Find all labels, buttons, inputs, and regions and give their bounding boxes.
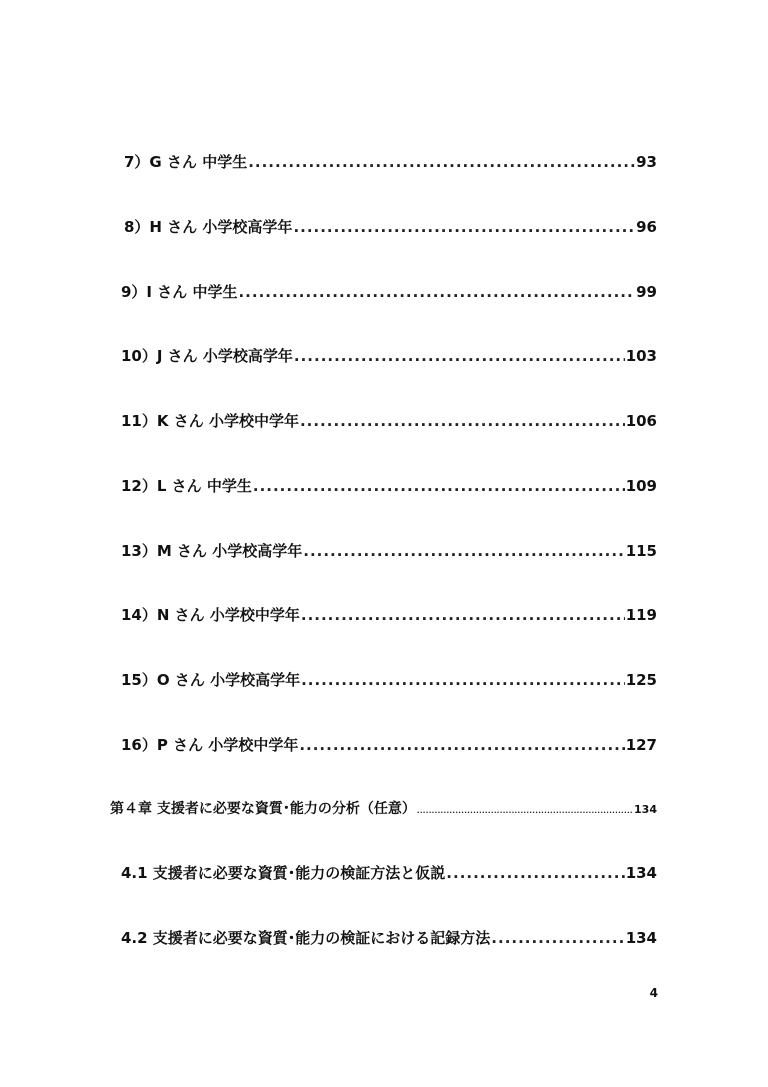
toc-entry-label: 9）I さん 中学生 [121,283,238,301]
toc-entry-page: 134 [625,864,657,882]
dot-leader [303,542,624,560]
toc-entry-page: 119 [625,606,657,624]
dot-leader [301,606,625,624]
toc-entry-label: 14）N さん 小学校中学年 [121,606,300,624]
toc-entry-page: 134 [625,929,657,947]
dot-leader [491,929,624,947]
toc-entry-11-k[interactable] [121,410,657,431]
toc-entry-label: 15）O さん 小学校高学年 [121,671,301,689]
dot-leader [248,153,635,171]
toc-entry-page: 93 [636,153,657,171]
dot-leader [238,283,635,301]
page-number: 4 [649,986,658,1000]
toc-entry-page: 127 [625,736,657,754]
toc-entry-page: 103 [625,347,657,365]
toc-entry-15-o[interactable] [121,669,657,690]
toc-entry-7-g[interactable] [124,151,657,172]
toc-entry-label: 第４章 支援者に必要な資質･能力の分析（任意） [110,801,416,817]
toc-entry-8-h[interactable] [124,216,657,237]
toc-entry-13-m[interactable] [121,540,657,561]
toc-entry-page: 109 [625,477,657,495]
toc-entry-label: 13）M さん 小学校高学年 [121,542,303,560]
toc-entry-page: 96 [636,218,657,236]
dot-leader [417,807,633,815]
dot-leader [299,736,624,754]
toc-entry-page: 134 [634,803,657,816]
toc-entry-label: 10）J さん 小学校高学年 [121,347,293,365]
dot-leader [300,412,625,430]
toc-entry-14-n[interactable] [121,604,657,625]
toc-entry-page: 99 [636,283,657,301]
toc-entry-page: 106 [625,412,657,430]
dot-leader [301,671,625,689]
dot-leader [294,347,625,365]
toc-entry-9-i[interactable] [121,281,657,302]
toc-entry-label: 4.1 支援者に必要な資質･能力の検証方法と仮説 [121,864,446,882]
dot-leader [446,864,624,882]
toc-entry-10-j[interactable] [121,345,657,366]
toc-entry-label: 16）P さん 小学校中学年 [121,736,299,754]
toc-entry-label: 4.2 支援者に必要な資質･能力の検証における記録方法 [121,929,491,947]
toc-entry-4-2[interactable] [121,927,657,948]
toc-entry-label: 12）L さん 中学生 [121,477,252,495]
toc-entry-4-1[interactable] [121,862,657,883]
toc-entry-label: 8）H さん 小学校高学年 [124,218,293,236]
toc-entry-16-p[interactable] [121,734,657,755]
dot-leader [293,218,635,236]
toc-entry-chapter-4[interactable] [110,798,657,818]
dot-leader [253,477,625,495]
toc-entry-page: 115 [625,542,657,560]
toc-entry-label: 7）G さん 中学生 [124,153,248,171]
toc-entry-page: 125 [625,671,657,689]
toc-entry-label: 11）K さん 小学校中学年 [121,412,299,430]
toc-entry-12-l[interactable] [121,475,657,496]
